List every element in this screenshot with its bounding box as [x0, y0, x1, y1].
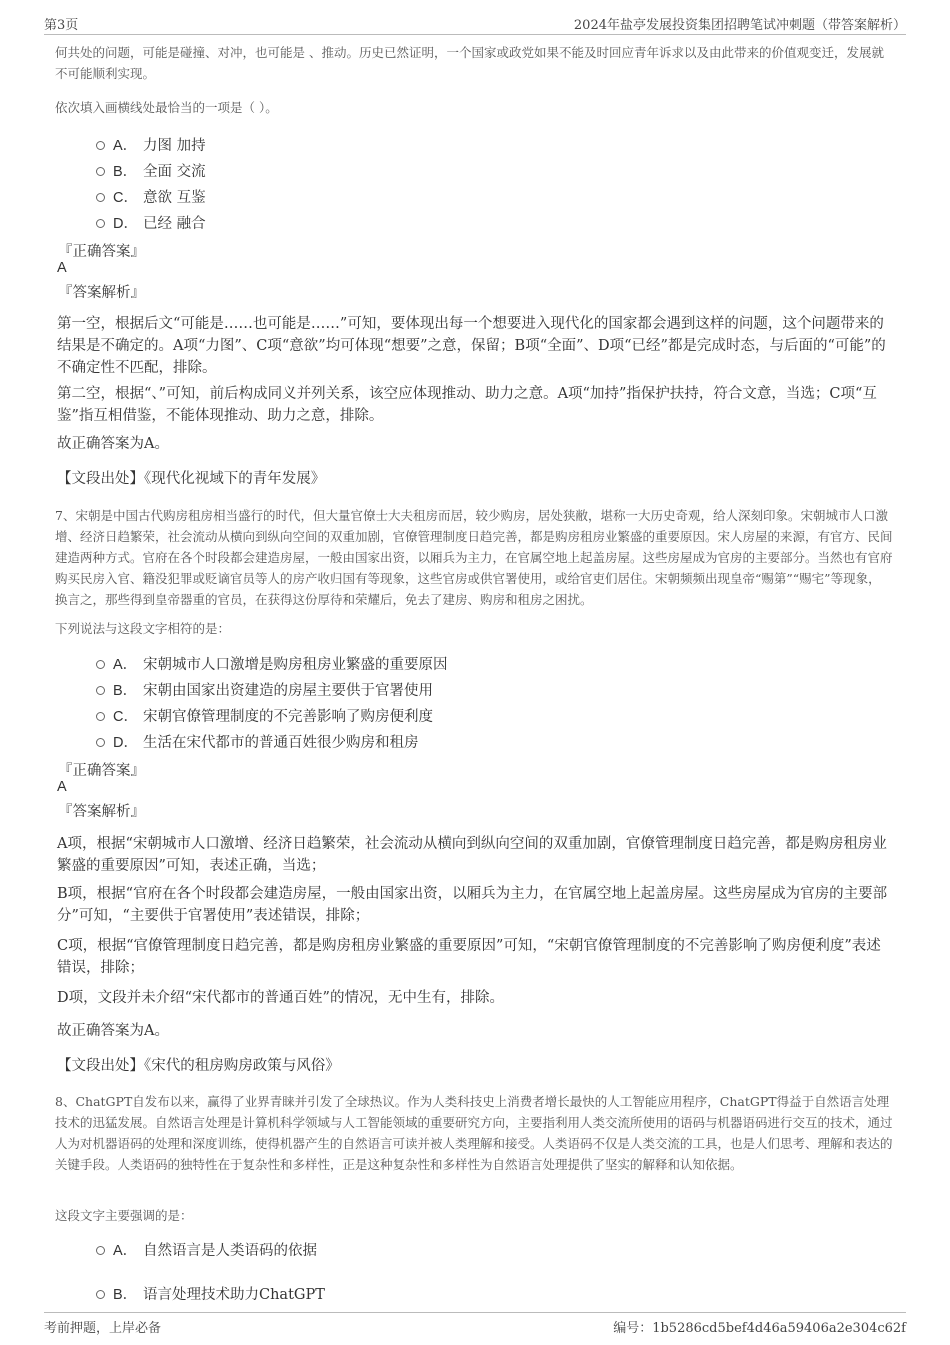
q7-answer: A [57, 779, 67, 795]
q6-analysis-2: 第二空，根据“、”可知，前后构成同义并列关系，该空应体现推动、助力之意。A项“加持”指保护扶持，符合文意，当选；C项“互鉴”指互相借鉴，不能体现推动、助力之意，排除。 [57, 386, 877, 424]
q7-source: 【文段出处】《宋代的租房购房政策与风俗》 [57, 1058, 340, 1074]
q7-option-d[interactable]: D． 生活在宋代都市的普通百姓很少购房和租房 [96, 731, 419, 753]
radio-icon[interactable] [96, 712, 105, 721]
radio-icon[interactable] [96, 219, 105, 228]
q8-stem: 这段文字主要强调的是： [55, 1208, 193, 1223]
radio-icon[interactable] [96, 686, 105, 695]
q7-stem: 下列说法与这段文字相符的是： [55, 621, 231, 636]
q6-option-b[interactable]: B． 全面 交流 [96, 160, 206, 182]
q6-stem: 依次填入画横线处最恰当的一项是（ ）。 [55, 100, 278, 115]
radio-icon[interactable] [96, 141, 105, 150]
q7-passage: 7、宋朝是中国古代购房租房相当盛行的时代，但大量官僚士大夫租房而居，较少购房，居处狭敝，堪称一大历史奇观，给人深刻印象。宋朝城市人口激增、经济日趋繁荣，社会流动从横向到纵向空间的双重加剧，官僚管理制度日趋完善，都是购房租房业繁盛的重要原因。宋人房屋的来源，有官方、民间建造两种方式。官府在各个时段都会建造房屋，一般由国家出资，以厢兵为主力，在官属空地上起盖房屋。这些房屋成为官房的主要部分。当然也有官府购买民房入官、籍没犯罪或贬谪官员等人的房产收归国有等现象，这些官房或供官署使用，或给官吏们居住。宋朝频频出现皇帝“赐第”“赐宅”等现象，换言之，那些得到皇帝器重的官员，在获得这份厚待和荣耀后，免去了建房、购房和租房之困扰。 [55, 508, 893, 607]
document-title: 2024年盐亭发展投资集团招聘笔试冲刺题（带答案解析） [573, 18, 906, 33]
q6-option-c[interactable]: C． 意欲 互鉴 [96, 186, 206, 208]
page-header [44, 12, 906, 35]
q8-option-a[interactable]: A． 自然语言是人类语码的依据 [96, 1239, 317, 1261]
q7-analysis-5: 故正确答案为A。 [57, 1023, 169, 1039]
footer-slogan: 考前押题，上岸必备 [44, 1321, 162, 1336]
q6-option-a[interactable]: A． 力图 加持 [96, 134, 206, 156]
radio-icon[interactable] [96, 167, 105, 176]
q6-passage-tail: 何共处的问题，可能是碰撞、对冲，也可能是 、推动。历史已然证明，一个国家或政党如果不能及时回应青年诉求以及由此带来的价值观变迁，发展就不可能顺利实现。 [55, 45, 884, 81]
q6-source: 【文段出处】《现代化视域下的青年发展》 [57, 471, 326, 487]
radio-icon[interactable] [96, 738, 105, 747]
radio-icon[interactable] [96, 193, 105, 202]
radio-icon[interactable] [96, 1290, 105, 1299]
q6-answer: A [57, 260, 67, 276]
radio-icon[interactable] [96, 1246, 105, 1255]
q7-analysis-1: A项，根据“宋朝城市人口激增、经济日趋繁荣，社会流动从横向到纵向空间的双重加剧，官僚管理制度日趋完善，都是购房租房业繁盛的重要原因”可知，表述正确，当选； [57, 836, 887, 874]
q6-option-d[interactable]: D． 已经 融合 [96, 212, 206, 234]
q7-option-c[interactable]: C． 宋朝官僚管理制度的不完善影响了购房便利度 [96, 705, 433, 727]
q7-analysis-label: 『答案解析』 [58, 804, 145, 820]
radio-icon[interactable] [96, 660, 105, 669]
q7-analysis-2: B项，根据“官府在各个时段都会建造房屋，一般由国家出资，以厢兵为主力，在官属空地上起盖房屋。这些房屋成为官房的主要部分”可知，“主要供于官署使用”表述错误，排除； [57, 886, 888, 924]
q6-answer-label: 『正确答案』 [58, 244, 145, 260]
document-id: 编号：1b5286cd5bef4d46a59406a2e304c62f [613, 1321, 906, 1336]
page-footer [44, 1312, 906, 1335]
q8-option-b[interactable]: B． 语言处理技术助力ChatGPT [96, 1283, 325, 1305]
q8-passage: 8、ChatGPT自发布以来，赢得了业界青睐并引发了全球热议。作为人类科技史上消费者增长最快的人工智能应用程序，ChatGPT得益于自然语言处理技术的迅猛发展。自然语言处理是计算机科学领域与人工智能领域的重要研究方向，主要指利用人类交流所使用的语码与机器语码进行交互的技术，通过人为对机器语码的处理和深度训练，使得机器产生的自然语言可读并被人类理解和接受。人类语码不仅是人类交流的工具，也是人们思考、理解和表达的关键手段。人类语码的独特性在于复杂性和多样性，正是这种复杂性和多样性为自然语言处理提供了坚实的解释和认知依据。 [55, 1094, 893, 1172]
page-number: 第3页 [44, 18, 79, 33]
q7-answer-label: 『正确答案』 [58, 763, 145, 779]
q6-analysis-1: 第一空，根据后文“可能是……也可能是……”可知，要体现出每一个想要进入现代化的国家都会遇到这样的问题，这个问题带来的结果是不确定的。A项“力图”、C项“意欲”均可体现“想要”之意，保留；B项“全面”、D项“已经”都是完成时态，与后面的“可能”的不确定性不匹配，排除。 [57, 316, 886, 376]
q6-analysis-3: 故正确答案为A。 [57, 436, 169, 452]
q7-option-b[interactable]: B． 宋朝由国家出资建造的房屋主要供于官署使用 [96, 679, 433, 701]
q7-option-a[interactable]: A． 宋朝城市人口激增是购房租房业繁盛的重要原因 [96, 653, 448, 675]
q6-analysis-label: 『答案解析』 [58, 285, 145, 301]
q7-analysis-4: D项，文段并未介绍“宋代都市的普通百姓”的情况，无中生有，排除。 [57, 990, 504, 1006]
q7-analysis-3: C项，根据“官僚管理制度日趋完善，都是购房租房业繁盛的重要原因”可知，“宋朝官僚管理制度的不完善影响了购房便利度”表述错误，排除； [57, 938, 881, 976]
